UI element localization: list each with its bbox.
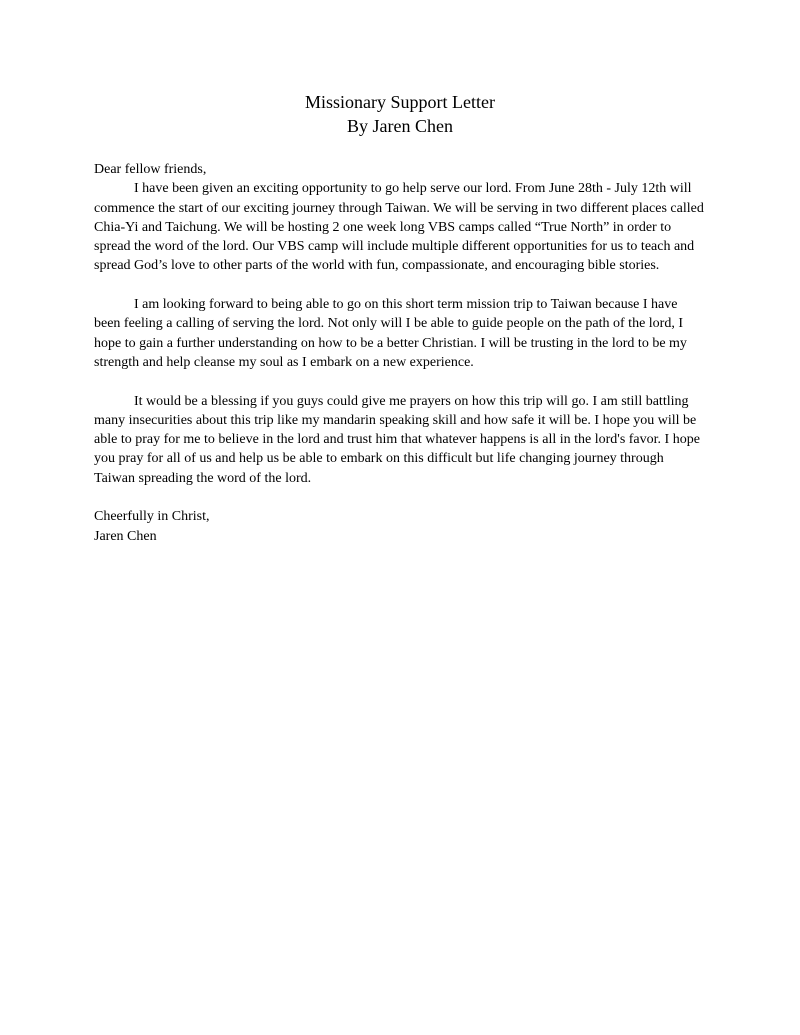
letter-title: Missionary Support Letter — [305, 92, 495, 112]
letter-byline: By Jaren Chen — [347, 116, 453, 136]
paragraph-3: It would be a blessing if you guys could give me prayers on how this trip will go. I am still battling many insecurities about this trip like my mandarin speaking skill and how safe it will be. I hope you will be able to pray for me to believe in the lord and trust him that whatever happens is all in the lord's favor. I hope you pray for all of us and help us be able to embark on this difficult but life changing journey through Taiwan spreading the word of the lord. — [94, 393, 700, 486]
paragraph-2: I am looking forward to being able to go on this short term mission trip to Taiwan because I have been feeling a calling of serving the lord. Not only will I be able to guide people on the path of the lord, I hope to gain a further understanding on how to be a better Christian. I will be trusting in the lord to be my strength and help cleanse my soul as I embark on a new experience. — [94, 297, 687, 370]
paragraph-1: I have been given an exciting opportunity to go help serve our lord. From June 28th - July 12th will commence the start of our exciting journey through Taiwan. We will be serving in two different places called Chia-Yi and Taichung. We will be hosting 2 one week long VBS camps called “True North” in order to spread the word of the lord. Our VBS camp will include multiple different opportunities for us to teach and spread God’s love to other parts of the world with fun, compassionate, and encouraging bible stories. — [94, 181, 704, 274]
signature: Jaren Chen — [94, 528, 157, 544]
letter-body — [94, 160, 706, 546]
closing: Cheerfully in Christ, — [94, 509, 210, 525]
salutation: Dear fellow friends, — [94, 162, 207, 177]
letter-header — [94, 90, 706, 138]
